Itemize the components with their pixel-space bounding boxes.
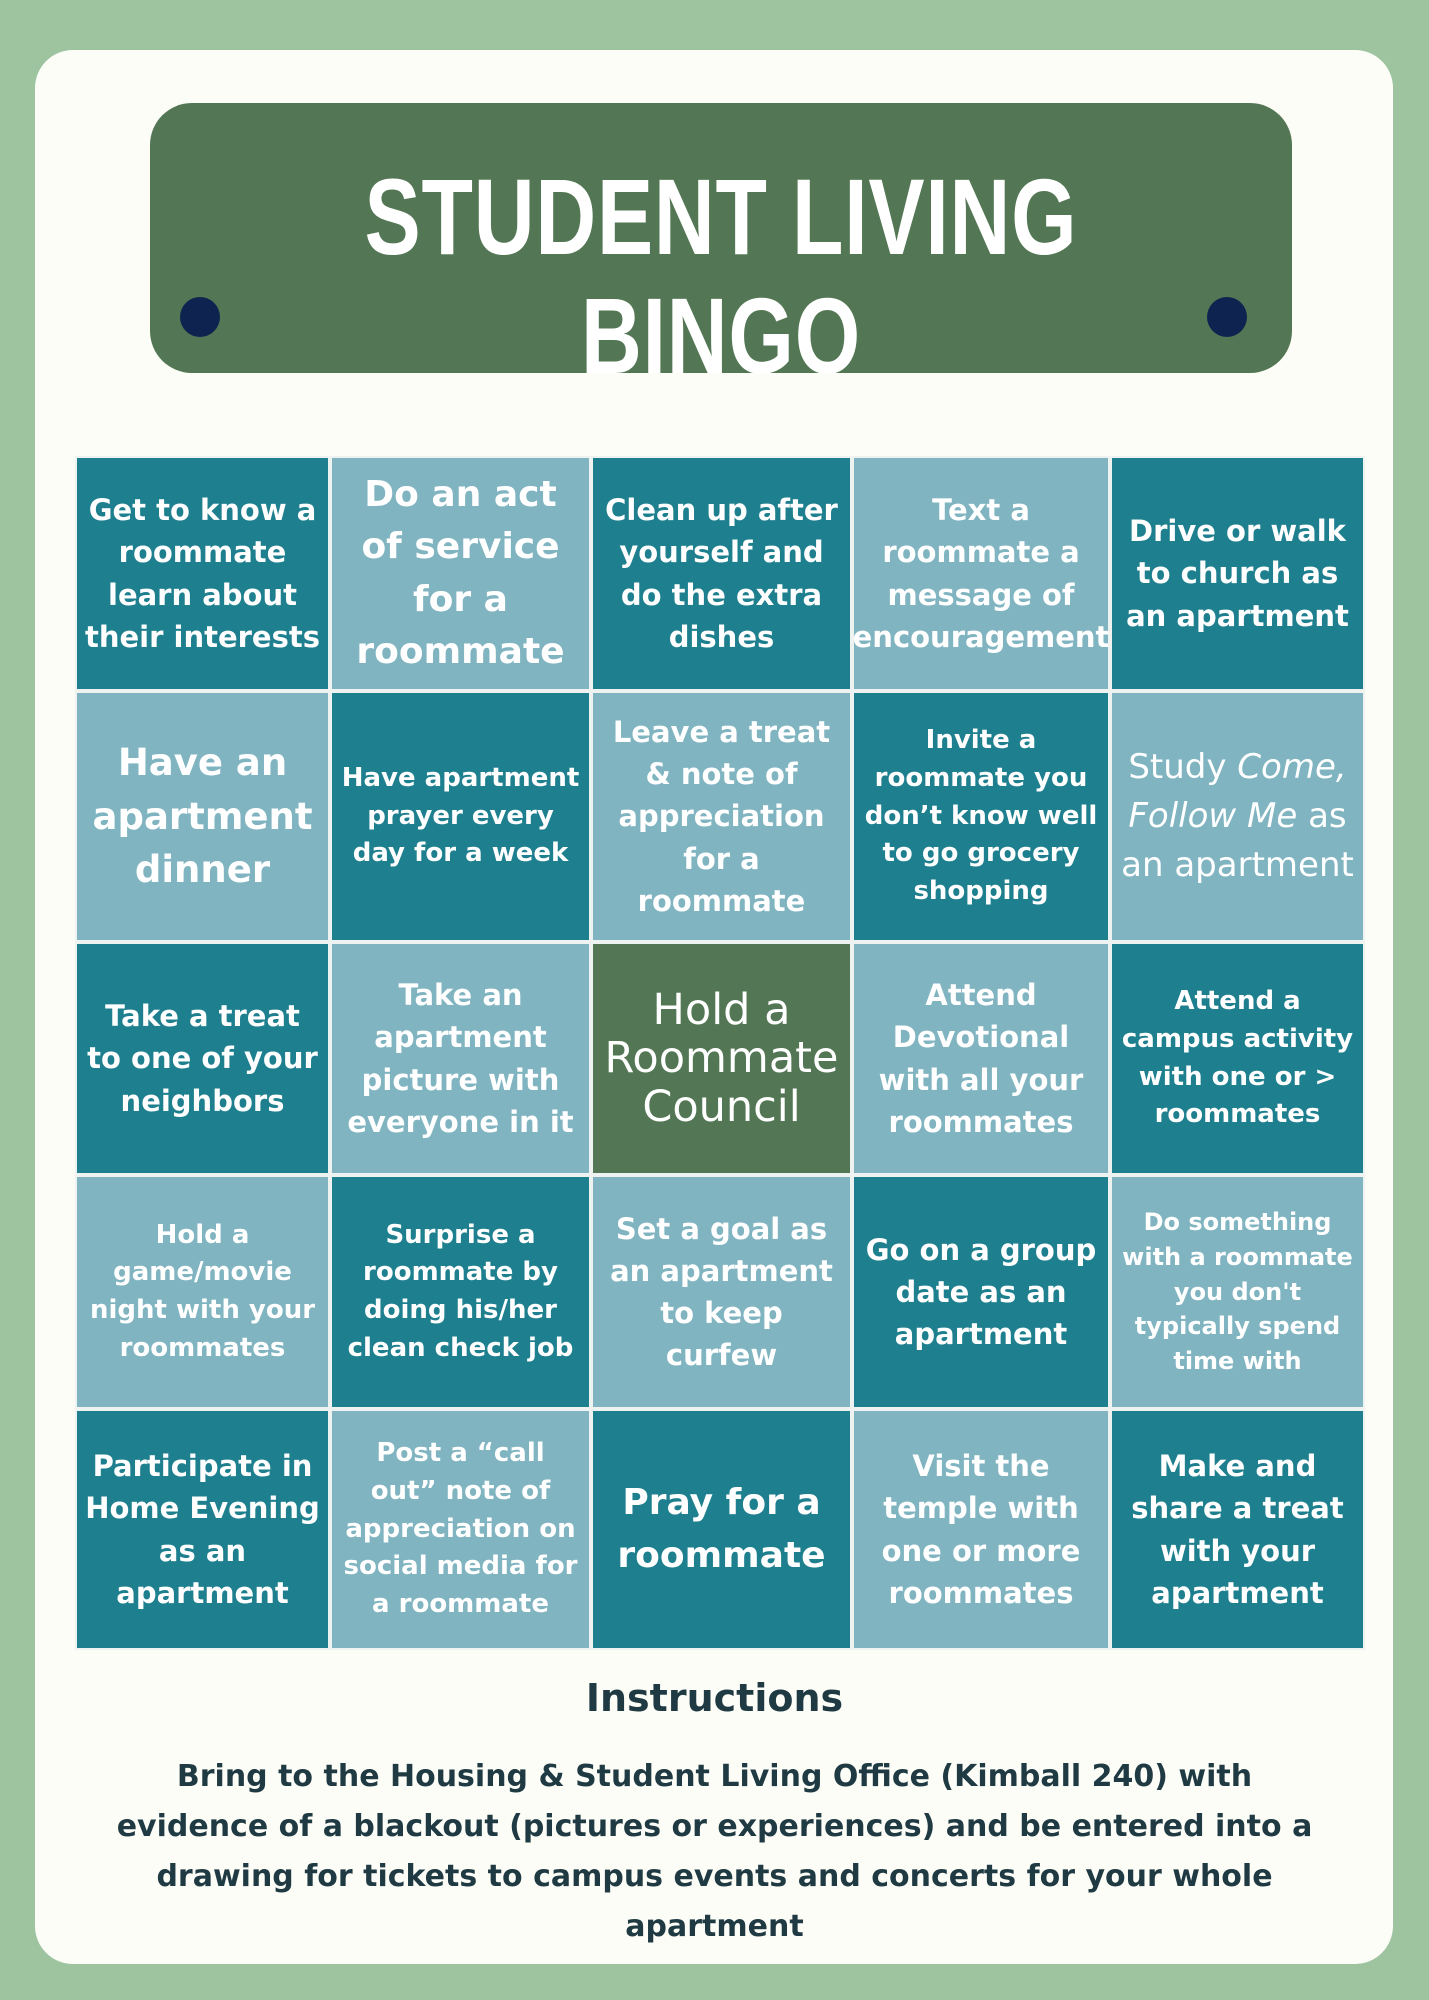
bingo-square[interactable]: Have apartment prayer every day for a week [330,691,591,942]
instructions-text: Bring to the Housing & Student Living Office (Kimball 240) with evidence of a blackout (pictures or experiences) and be entered into a drawing for tickets to campus events and concerts for your whole apartment [116,1759,1313,1944]
title-banner [150,103,1292,396]
free-space[interactable]: Hold a Roommate Council [591,942,852,1175]
bingo-square[interactable]: Pray for a roommate [591,1409,852,1650]
bingo-square[interactable]: Drive or walk to church as an apartment [1110,456,1365,691]
bingo-square[interactable]: Invite a roommate you don’t know well to go grocery shopping [852,691,1110,942]
bingo-square[interactable]: Do something with a roommate you don't typically spend time with [1110,1175,1365,1409]
bingo-square[interactable]: Get to know a roommate learn about their interests [75,456,330,691]
bingo-square[interactable]: Leave a treat & note of appreciation for a roommate [591,691,852,942]
bingo-square[interactable]: Clean up after yourself and do the extra dishes [591,456,852,691]
bingo-square[interactable]: Study Come, Follow Me as an apartment [1110,691,1365,942]
bingo-square[interactable]: Attend a campus activity with one or > roommates [1110,942,1365,1175]
banner-pin-right [1207,297,1247,337]
bingo-square[interactable]: Make and share a treat with your apartment [1110,1409,1365,1650]
instructions-heading: Instructions [585,1676,844,1720]
bingo-square[interactable]: Text a roommate a message of encouragement [852,456,1110,691]
bingo-square[interactable]: Take a treat to one of your neighbors [75,942,330,1175]
bingo-square[interactable]: Visit the temple with one or more roommates [852,1409,1110,1650]
bingo-square[interactable]: Surprise a roommate by doing his/her clean check job [330,1175,591,1409]
bingo-square[interactable]: Go on a group date as an apartment [852,1175,1110,1409]
bingo-square[interactable]: Do an act of service for a roommate [330,456,591,691]
page-title: STUDENT LIVING BINGO [364,156,1078,396]
bingo-square[interactable]: Post a “call out” note of appreciation on social media for a roommate [330,1409,591,1650]
bingo-square[interactable]: Set a goal as an apartment to keep curfew [591,1175,852,1409]
bingo-square[interactable]: Have an apartment dinner [75,691,330,942]
banner-pin-left [180,297,220,337]
bingo-square[interactable]: Attend Devotional with all your roommates [852,942,1110,1175]
bingo-square[interactable]: Hold a game/movie night with your roommates [75,1175,330,1409]
bingo-grid [75,456,1365,1650]
bingo-square[interactable]: Participate in Home Evening as an apartment [75,1409,330,1650]
bingo-square[interactable]: Take an apartment picture with everyone in it [330,942,591,1175]
